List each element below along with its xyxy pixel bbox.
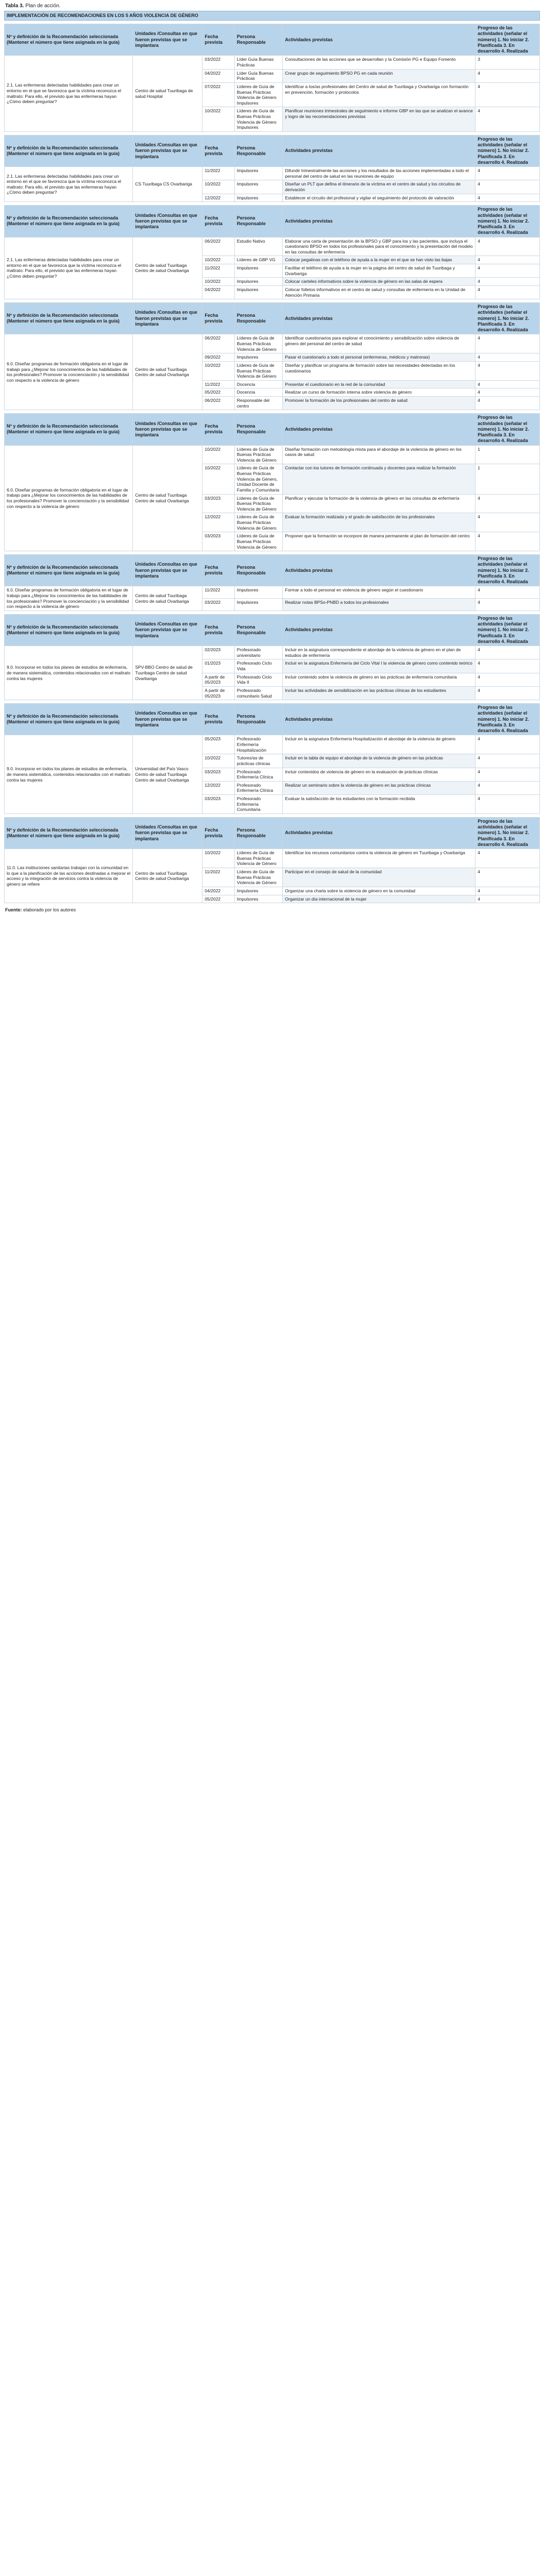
date-cell: 11/2022: [202, 380, 234, 388]
recommendation-cell: 6.0. Diseñar programas de formación obligatoria en el lugar de trabajo para ¿Mejorar los conocimientos de las habilidades de los profesionales? Promover la concienciación y la sensibilidad con respecto a la violencia de género: [5, 334, 133, 410]
table-row: [5, 237, 540, 256]
activity-cell: Incluir las actividades de sensibilización en las prácticas clínicas de los estudiantes: [283, 686, 475, 700]
responsible-cell: Impulsores: [234, 180, 283, 194]
header-row: [5, 303, 540, 334]
column-header-rec: Nº y definición de la Recomendación seleccionada (Mantener el número que tiene asignada en la guía): [5, 817, 133, 849]
unit-cell: SPV-BBO Centro de salud de Tuuribaga Centro de salud Ovarbariga: [133, 646, 202, 700]
column-header-rec: Nº y definición de la Recomendación seleccionada (Mantener el número que tiene asignada en la guía): [5, 704, 133, 735]
date-cell: 07/2022: [202, 82, 234, 107]
recommendation-cell: 9.0. Incorporar en todos los planes de estudios de enfermería, de manera sistemática, contenidos relacionados con el maltrato contra las mujeres: [5, 735, 133, 814]
progress-cell: 4: [475, 256, 540, 264]
plan-table: [4, 302, 540, 410]
header-row: [5, 704, 540, 735]
activity-cell: Organizar una charla sobre la violencia de género en la comunidad: [283, 887, 475, 895]
column-header-actividades: Actividades previstas: [283, 206, 475, 237]
plan-table: [4, 205, 540, 299]
plan-section: [4, 817, 540, 903]
column-header-rec: Nº y definición de la Recomendación seleccionada (Mantener el número que tiene asignada en la guía): [5, 206, 133, 237]
date-cell: 11/2022: [202, 586, 234, 599]
source-text: elaborado por los autores: [23, 907, 76, 913]
plan-table: [4, 614, 540, 700]
responsible-cell: Líderes de Guía de Buenas Prácticas Violencia de Género Impulsores: [234, 107, 283, 132]
activity-cell: Planificar y ejecutar la formación de la violencia de género en las consultas de enfermería: [283, 494, 475, 513]
column-header-persona: Persona Responsable: [234, 414, 283, 445]
activity-cell: Incluir contenido sobre la violencia de género en las prácticas de enfermería comunitaria: [283, 673, 475, 686]
date-cell: 03/2022: [202, 599, 234, 611]
responsible-cell: Impulsores: [234, 895, 283, 903]
date-cell: 03/2023: [202, 795, 234, 814]
progress-cell: 4: [475, 353, 540, 362]
progress-cell: 1: [475, 464, 540, 494]
responsible-cell: Docencia: [234, 388, 283, 397]
responsible-cell: Profesorado Ciclo Vida: [234, 659, 283, 673]
progress-cell: 4: [475, 686, 540, 700]
responsible-cell: Profesorado Enfermería Clínica: [234, 768, 283, 781]
date-cell: 11/2022: [202, 167, 234, 180]
plan-table: [4, 135, 540, 202]
column-header-progreso: Progreso de las actividades (señalar el número) 1. No iniciar 2. Planificada 3. En desarrollo 4. Realizada: [475, 135, 540, 166]
activity-cell: Colocar carteles informativos sobre la violencia de género en las salas de espera: [283, 278, 475, 286]
column-header-persona: Persona Responsable: [234, 135, 283, 166]
column-header-persona: Persona Responsable: [234, 614, 283, 646]
column-header-fecha: Fecha prevista: [202, 303, 234, 334]
column-header-persona: Persona Responsable: [234, 817, 283, 849]
recommendation-cell: 6.0. Diseñar programas de formación obligatoria en el lugar de trabajo para ¿Mejorar los conocimientos de las habilidades de los profesionales? Promover la concienciación y la sensibilidad con respecto a la violencia de género: [5, 445, 133, 551]
responsible-cell: Profesorado Enfermería Clínica: [234, 781, 283, 794]
column-header-actividades: Actividades previstas: [283, 135, 475, 166]
unit-cell: Centro de salud Tuuribaga Centro de salud Ovarbariga: [133, 849, 202, 903]
plan-section: [4, 205, 540, 299]
unit-cell: Centro de salud Tuuribaga Centro de salud Ovarbariga: [133, 237, 202, 299]
responsible-cell: Tutores/as de prácticas clínicas: [234, 754, 283, 768]
unit-cell: Universidad del País Vasco Centro de salud Tuuribaga Centro de salud Ovarbariga: [133, 735, 202, 814]
progress-cell: 4: [475, 849, 540, 868]
column-header-rec: Nº y definición de la Recomendación seleccionada (Mantener el número que tiene asignada en la guía): [5, 614, 133, 646]
column-header-persona: Persona Responsable: [234, 206, 283, 237]
plan-section: [4, 554, 540, 611]
column-header-progreso: Progreso de las actividades (señalar el número) 1. No iniciar 2. Planificada 3. En desarrollo 4. Realizada: [475, 414, 540, 445]
table-row: [5, 334, 540, 353]
progress-cell: 4: [475, 781, 540, 794]
responsible-cell: Líderes de Guía de Buenas Prácticas Violencia de Género: [234, 445, 283, 464]
plan-section: [4, 614, 540, 700]
page: [4, 0, 540, 918]
activity-cell: Identificar a los/as profesionales del Centro de salud de Tuuribaga y Ovarbariga con formación en prevención, formación y protocolos: [283, 82, 475, 107]
date-cell: 11/2022: [202, 868, 234, 887]
progress-cell: 4: [475, 735, 540, 754]
column-header-unit: Unidades /Consultas en que fueron previstas que se implantara: [133, 135, 202, 166]
activity-cell: Formar a todo el personal en violencia de género según el cuestionario: [283, 586, 475, 599]
table-caption-text: Plan de acción.: [25, 3, 61, 9]
column-header-progreso: Progreso de las actividades (señalar el número) 1. No iniciar 2. Planificada 3. En desarrollo 4. Realizada: [475, 206, 540, 237]
activity-cell: Organizar un día internacional de la mujer: [283, 895, 475, 903]
progress-cell: 4: [475, 768, 540, 781]
responsible-cell: Impulsores: [234, 194, 283, 202]
progress-cell: 4: [475, 285, 540, 299]
column-header-rec: Nº y definición de la Recomendación seleccionada (Mantener el número que tiene asignada en la guía): [5, 24, 133, 56]
progress-cell: 1: [475, 445, 540, 464]
activity-cell: Crear grupo de seguimiento BPSO PG en cada reunión: [283, 69, 475, 82]
activity-cell: Identificar los recursos comunitarios contra la violencia de género en Tuuribaga y Ovarbariga: [283, 849, 475, 868]
responsible-cell: Profesorado Enfermería Hospitalización: [234, 735, 283, 754]
activity-cell: Incluir en la asignatura Enfermería Hospitalización el abordaje de la violencia de género: [283, 735, 475, 754]
progress-cell: 4: [475, 532, 540, 551]
header-row: [5, 414, 540, 445]
date-cell: 10/2022: [202, 256, 234, 264]
progress-cell: 4: [475, 82, 540, 107]
plan-table: [4, 703, 540, 814]
recommendation-cell: 9.0. Incorporar en todos los planes de estudios de enfermería, de manera sistemática, contenidos relacionados con el maltrato contra las mujeres: [5, 646, 133, 700]
progress-cell: 4: [475, 69, 540, 82]
progress-cell: 4: [475, 599, 540, 611]
activity-cell: Colocar folletos informativos en el centro de salud y consultas de enfermería en la Unidad de Atención Primaria: [283, 285, 475, 299]
responsible-cell: Líderes de Guía de Buenas Prácticas Violencia de Género: [234, 334, 283, 353]
column-header-progreso: Progreso de las actividades (señalar el número) 1. No iniciar 2. Planificada 3. En desarrollo 4. Realizada: [475, 303, 540, 334]
column-header-rec: Nº y definición de la Recomendación seleccionada (Mantener el número que tiene asignada en la guía): [5, 414, 133, 445]
progress-cell: 4: [475, 673, 540, 686]
unit-cell: Centro de salud Tuuribaga de salud Hospital: [133, 56, 202, 132]
table-row: [5, 735, 540, 754]
date-cell: 10/2022: [202, 361, 234, 380]
recommendation-cell: 2.1. Las enfermeras detectadas habilidades para crear un entorno en el que se favorezca que la víctima reconozca el maltrato: Para ello, el previsto que las enfermeras hayan ¿Cómo deben preguntar?: [5, 237, 133, 299]
plan-section: [4, 413, 540, 551]
progress-cell: 4: [475, 334, 540, 353]
column-header-fecha: Fecha prevista: [202, 817, 234, 849]
activity-cell: Colocar pegatinas con el teléfono de ayuda a la mujer en el que se han visto las bajas: [283, 256, 475, 264]
column-header-fecha: Fecha prevista: [202, 614, 234, 646]
column-header-unit: Unidades /Consultas en que fueron previstas que se implantara: [133, 303, 202, 334]
date-cell: 03/2023: [202, 768, 234, 781]
progress-cell: 4: [475, 513, 540, 532]
activity-cell: Incluir contenidos de violencia de género en la evaluación de prácticas clínicas: [283, 768, 475, 781]
activity-cell: Incluir en la asignatura correspondiente el abordaje de la violencia de género en el plan de estudios de enfermería: [283, 646, 475, 659]
column-header-actividades: Actividades previstas: [283, 414, 475, 445]
column-header-actividades: Actividades previstas: [283, 24, 475, 56]
responsible-cell: Profesorado comunitario Salud: [234, 686, 283, 700]
activity-cell: Promover la formación de los profesionales del centro de salud: [283, 397, 475, 410]
responsible-cell: Impulsores: [234, 599, 283, 611]
progress-cell: 4: [475, 887, 540, 895]
recommendation-cell: 2.1. Las enfermeras detectadas habilidades para crear un entorno en el que se favorezca que la víctima reconozca el maltrato: Para ello, el previsto que las enfermeras hayan ¿Cómo deben preguntar?: [5, 167, 133, 202]
column-header-unit: Unidades /Consultas en que fueron previstas que se implantara: [133, 555, 202, 586]
column-header-actividades: Actividades previstas: [283, 303, 475, 334]
responsible-cell: Impulsores: [234, 887, 283, 895]
progress-cell: 4: [475, 361, 540, 380]
date-cell: 10/2022: [202, 754, 234, 768]
column-header-progreso: Progreso de las actividades (señalar el número) 1. No iniciar 2. Planificada 3. En desarrollo 4. Realizada: [475, 817, 540, 849]
progress-cell: 4: [475, 180, 540, 194]
responsible-cell: Impulsores: [234, 278, 283, 286]
column-header-fecha: Fecha prevista: [202, 414, 234, 445]
date-cell: 10/2022: [202, 464, 234, 494]
activity-cell: Realizar un curso de formación interna sobre violencia de género: [283, 388, 475, 397]
activity-cell: Facilitar el teléfono de ayuda a la mujer en la página del centro de salud de Tuuribaga y Ovarbariga: [283, 264, 475, 278]
responsible-cell: Estudio Nativo: [234, 237, 283, 256]
responsible-cell: Líderes de Guía de Buenas Prácticas Violencia de Género: [234, 532, 283, 551]
date-cell: 10/2022: [202, 180, 234, 194]
column-header-actividades: Actividades previstas: [283, 614, 475, 646]
activity-cell: Evaluar la formación realizada y el grado de satisfacción de los profesionales: [283, 513, 475, 532]
date-cell: 11/2022: [202, 264, 234, 278]
column-header-progreso: Progreso de las actividades (señalar el número) 1. No iniciar 2. Planificada 3. En desarrollo 4. Realizada: [475, 24, 540, 56]
header-row: [5, 614, 540, 646]
activity-cell: Incluir en la tabla de equipo el abordaje de la violencia de género en las prácticas: [283, 754, 475, 768]
date-cell: A partir de 05/2023: [202, 673, 234, 686]
table-caption-label: Tabla 3.: [5, 3, 24, 9]
progress-cell: 4: [475, 380, 540, 388]
responsible-cell: Líderes de Guía de Buenas Prácticas Violencia de Género: [234, 494, 283, 513]
progress-cell: 4: [475, 278, 540, 286]
column-header-fecha: Fecha prevista: [202, 24, 234, 56]
responsible-cell: Líderes de GBP VG: [234, 256, 283, 264]
activity-cell: Elaborar una carta de presentación de la BPSO y GBP para los y las pacientes, que incluya el cuestionario BPSO en todos los profesionales para el conocimiento y la presentación del modelo en las consultas de enfermería: [283, 237, 475, 256]
progress-cell: 4: [475, 397, 540, 410]
header-row: [5, 206, 540, 237]
column-header-progreso: Progreso de las actividades (señalar el número) 1. No iniciar 2. Planificada 3. En desarrollo 4. Realizada: [475, 555, 540, 586]
header-row: [5, 135, 540, 166]
column-header-progreso: Progreso de las actividades (señalar el número) 1. No iniciar 2. Planificada 3. En desarrollo 4. Realizada: [475, 614, 540, 646]
responsible-cell: Impulsores: [234, 353, 283, 362]
header-row: [5, 817, 540, 849]
source-note: [5, 907, 540, 913]
column-header-persona: Persona Responsable: [234, 24, 283, 56]
column-header-persona: Persona Responsable: [234, 704, 283, 735]
progress-cell: 4: [475, 107, 540, 132]
column-header-unit: Unidades /Consultas en que fueron previstas que se implantara: [133, 414, 202, 445]
sections-container: [4, 24, 540, 903]
column-header-fecha: Fecha prevista: [202, 704, 234, 735]
activity-cell: Identificar cuestionarios para explorar el conocimiento y sensibilización sobre violencia de género del personal del centro de salud: [283, 334, 475, 353]
progress-cell: 4: [475, 646, 540, 659]
progress-cell: 4: [475, 494, 540, 513]
column-header-fecha: Fecha prevista: [202, 555, 234, 586]
activity-cell: Incluir en la asignatura Enfermería del Ciclo Vital I la violencia de género como contenido teórico: [283, 659, 475, 673]
activity-cell: Diseñar un PLT que defina el itinerario de la víctima en el centro de salud y los circuitos de derivación: [283, 180, 475, 194]
activity-cell: Difundir trimestralmente las acciones y los resultados de las acciones implementadas a todo el personal del centro de salud en las reuniones de equipo: [283, 167, 475, 180]
column-header-fecha: Fecha prevista: [202, 135, 234, 166]
date-cell: 03/2022: [202, 56, 234, 69]
progress-cell: 4: [475, 795, 540, 814]
date-cell: A partir de 05/2023: [202, 686, 234, 700]
date-cell: 04/2022: [202, 887, 234, 895]
responsible-cell: Líderes de Guía de Buenas Prácticas Violencia de Género: [234, 513, 283, 532]
date-cell: 06/2022: [202, 397, 234, 410]
activity-cell: Participar en el consejo de salud de la comunidad: [283, 868, 475, 887]
column-header-rec: Nº y definición de la Recomendación seleccionada (Mantener el número que tiene asignada en la guía): [5, 303, 133, 334]
progress-cell: 4: [475, 895, 540, 903]
table-row: [5, 56, 540, 69]
responsible-cell: Profesorado Ciclo Vida II: [234, 673, 283, 686]
progress-cell: 3: [475, 56, 540, 69]
column-header-actividades: Actividades previstas: [283, 704, 475, 735]
responsible-cell: Docencia: [234, 380, 283, 388]
main-header: IMPLEMENTACIÓN DE RECOMENDACIONES EN LOS 5 AÑOS VIOLENCIA DE GÉNERO: [4, 11, 540, 21]
progress-cell: 4: [475, 388, 540, 397]
column-header-progreso: Progreso de las actividades (señalar el número) 1. No iniciar 2. Planificada 3. En desarrollo 4. Realizada: [475, 704, 540, 735]
activity-cell: Realizar notas BPSo-PNBD a todos los profesionales: [283, 599, 475, 611]
date-cell: 03/2023: [202, 532, 234, 551]
responsible-cell: Líderes de Guía de Buenas Prácticas Violencia de Género: [234, 849, 283, 868]
activity-cell: Presentar el cuestionario en la red de la comunidad: [283, 380, 475, 388]
progress-cell: 4: [475, 264, 540, 278]
column-header-rec: Nº y definición de la Recomendación seleccionada (Mantener el número que tiene asignada en la guía): [5, 135, 133, 166]
progress-cell: 4: [475, 659, 540, 673]
activity-cell: Planificar reuniones trimestrales de seguimiento e informe GBP en las que se analizan el avance y logro de las recomendaciones previstas: [283, 107, 475, 132]
plan-section: [4, 24, 540, 132]
unit-cell: Centro de salud Tuuribaga Centro de salud Ovarbariga: [133, 586, 202, 611]
column-header-actividades: Actividades previstas: [283, 555, 475, 586]
responsible-cell: Profesorado Enfermería Comunitaria: [234, 795, 283, 814]
date-cell: 02/2023: [202, 646, 234, 659]
table-row: [5, 586, 540, 599]
date-cell: 10/2022: [202, 107, 234, 132]
plan-table: [4, 413, 540, 551]
column-header-unit: Unidades /Consultas en que fueron previstas que se implantara: [133, 704, 202, 735]
recommendation-cell: 2.1. Las enfermeras detectadas habilidades para crear un entorno en el que se favorezca que la víctima reconozca el maltrato: Para ello, el previsto que las enfermeras hayan ¿Cómo deben preguntar?: [5, 56, 133, 132]
date-cell: 10/2022: [202, 278, 234, 286]
date-cell: 04/2022: [202, 285, 234, 299]
date-cell: 12/2022: [202, 513, 234, 532]
table-row: [5, 167, 540, 180]
date-cell: 06/2022: [202, 237, 234, 256]
date-cell: 03/2023: [202, 494, 234, 513]
recommendation-cell: 6.0. Diseñar programas de formación obligatoria en el lugar de trabajo para ¿Mejorar los conocimientos de las habilidades de los profesionales? Promover la concienciación y la sensibilidad con respecto a la violencia de género: [5, 586, 133, 611]
date-cell: 05/2022: [202, 895, 234, 903]
column-header-unit: Unidades /Consultas en que fueron previstas que se implantara: [133, 614, 202, 646]
column-header-persona: Persona Responsable: [234, 303, 283, 334]
column-header-persona: Persona Responsable: [234, 555, 283, 586]
responsible-cell: Líder Guía Buenas Prácticas: [234, 69, 283, 82]
responsible-cell: Líderes de Guía de Buenas Prácticas Violencia de Género: [234, 361, 283, 380]
date-cell: 06/2022: [202, 334, 234, 353]
column-header-unit: Unidades /Consultas en que fueron previstas que se implantara: [133, 24, 202, 56]
date-cell: 04/2022: [202, 69, 234, 82]
progress-cell: 4: [475, 868, 540, 887]
responsible-cell: Impulsores: [234, 586, 283, 599]
progress-cell: 4: [475, 586, 540, 599]
table-caption: [5, 3, 540, 10]
activity-cell: Realizar un seminario sobre la violencia de género en las prácticas clínicas: [283, 781, 475, 794]
responsible-cell: Líder Guía Buenas Prácticas: [234, 56, 283, 69]
plan-table: [4, 817, 540, 903]
column-header-rec: Nº y definición de la Recomendación seleccionada (Mantener el número que tiene asignada en la guía): [5, 555, 133, 586]
unit-cell: Centro de salud Tuuribaga Centro de salud Ovarbariga: [133, 445, 202, 551]
recommendation-cell: 11.0. Las instituciones sanitarias trabajan con la comunidad en lo que a la planificación de las acciones destinadas a mejorar el acceso y la integración de servicios contra la violencia de género se refiere: [5, 849, 133, 903]
responsible-cell: Líderes de Guía de Buenas Prácticas Violencia de Género, Unidad Docente de Familia y Comunitaria: [234, 464, 283, 494]
header-row: [5, 555, 540, 586]
date-cell: 10/2022: [202, 445, 234, 464]
date-cell: 01/2023: [202, 659, 234, 673]
date-cell: 10/2022: [202, 849, 234, 868]
plan-section: [4, 135, 540, 202]
responsible-cell: Impulsores: [234, 167, 283, 180]
responsible-cell: Profesorado universitario: [234, 646, 283, 659]
column-header-unit: Unidades /Consultas en que fueron previstas que se implantara: [133, 206, 202, 237]
plan-table: [4, 24, 540, 132]
unit-cell: Centro de salud Tuuribaga Centro de salud Ovarbariga: [133, 334, 202, 410]
responsible-cell: Impulsores: [234, 285, 283, 299]
date-cell: 09/2022: [202, 353, 234, 362]
table-row: [5, 646, 540, 659]
date-cell: 05/2023: [202, 735, 234, 754]
source-label: Fuente:: [5, 907, 22, 913]
column-header-unit: Unidades /Consultas en que fueron previstas que se implantara: [133, 817, 202, 849]
date-cell: 12/2022: [202, 194, 234, 202]
plan-section: [4, 302, 540, 410]
activity-cell: Contactar con los tutores de formación continuada y docentes para realizar la formación: [283, 464, 475, 494]
column-header-fecha: Fecha prevista: [202, 206, 234, 237]
progress-cell: 4: [475, 167, 540, 180]
progress-cell: 4: [475, 754, 540, 768]
unit-cell: CS Tuuribaga CS Ovarbariga: [133, 167, 202, 202]
activity-cell: Diseñar formación con metodología mixta para el abordaje de la violencia de género en los casos de salud: [283, 445, 475, 464]
activity-cell: Establecer el circuito del profesional y vigilar el seguimiento del protocolo de valoración: [283, 194, 475, 202]
responsible-cell: Impulsores: [234, 264, 283, 278]
plan-section: [4, 703, 540, 814]
table-row: [5, 849, 540, 868]
progress-cell: 4: [475, 194, 540, 202]
header-row: [5, 24, 540, 56]
responsible-cell: Responsable del centro: [234, 397, 283, 410]
responsible-cell: Líderes de Guía de Buenas Prácticas Violencia de Género Impulsores: [234, 82, 283, 107]
activity-cell: Diseñar y planificar un programa de formación sobre las necesidades detectadas en los cuestionarios: [283, 361, 475, 380]
activity-cell: Consultaciones de las acciones que se desarrollan y la Comisión PG e Equipo Fomento: [283, 56, 475, 69]
date-cell: 05/2022: [202, 388, 234, 397]
plan-table: [4, 554, 540, 611]
progress-cell: 4: [475, 237, 540, 256]
table-row: [5, 445, 540, 464]
activity-cell: Proponer que la formación se incorpore de manera permanente al plan de formación del centro: [283, 532, 475, 551]
column-header-actividades: Actividades previstas: [283, 817, 475, 849]
responsible-cell: Líderes de Guía de Buenas Prácticas Violencia de Género: [234, 868, 283, 887]
date-cell: 12/2022: [202, 781, 234, 794]
activity-cell: Pasar el cuestionario a todo el personal (enfermeras, médicos y matronas): [283, 353, 475, 362]
activity-cell: Evaluar la satisfacción de los estudiantes con la formación recibida: [283, 795, 475, 814]
